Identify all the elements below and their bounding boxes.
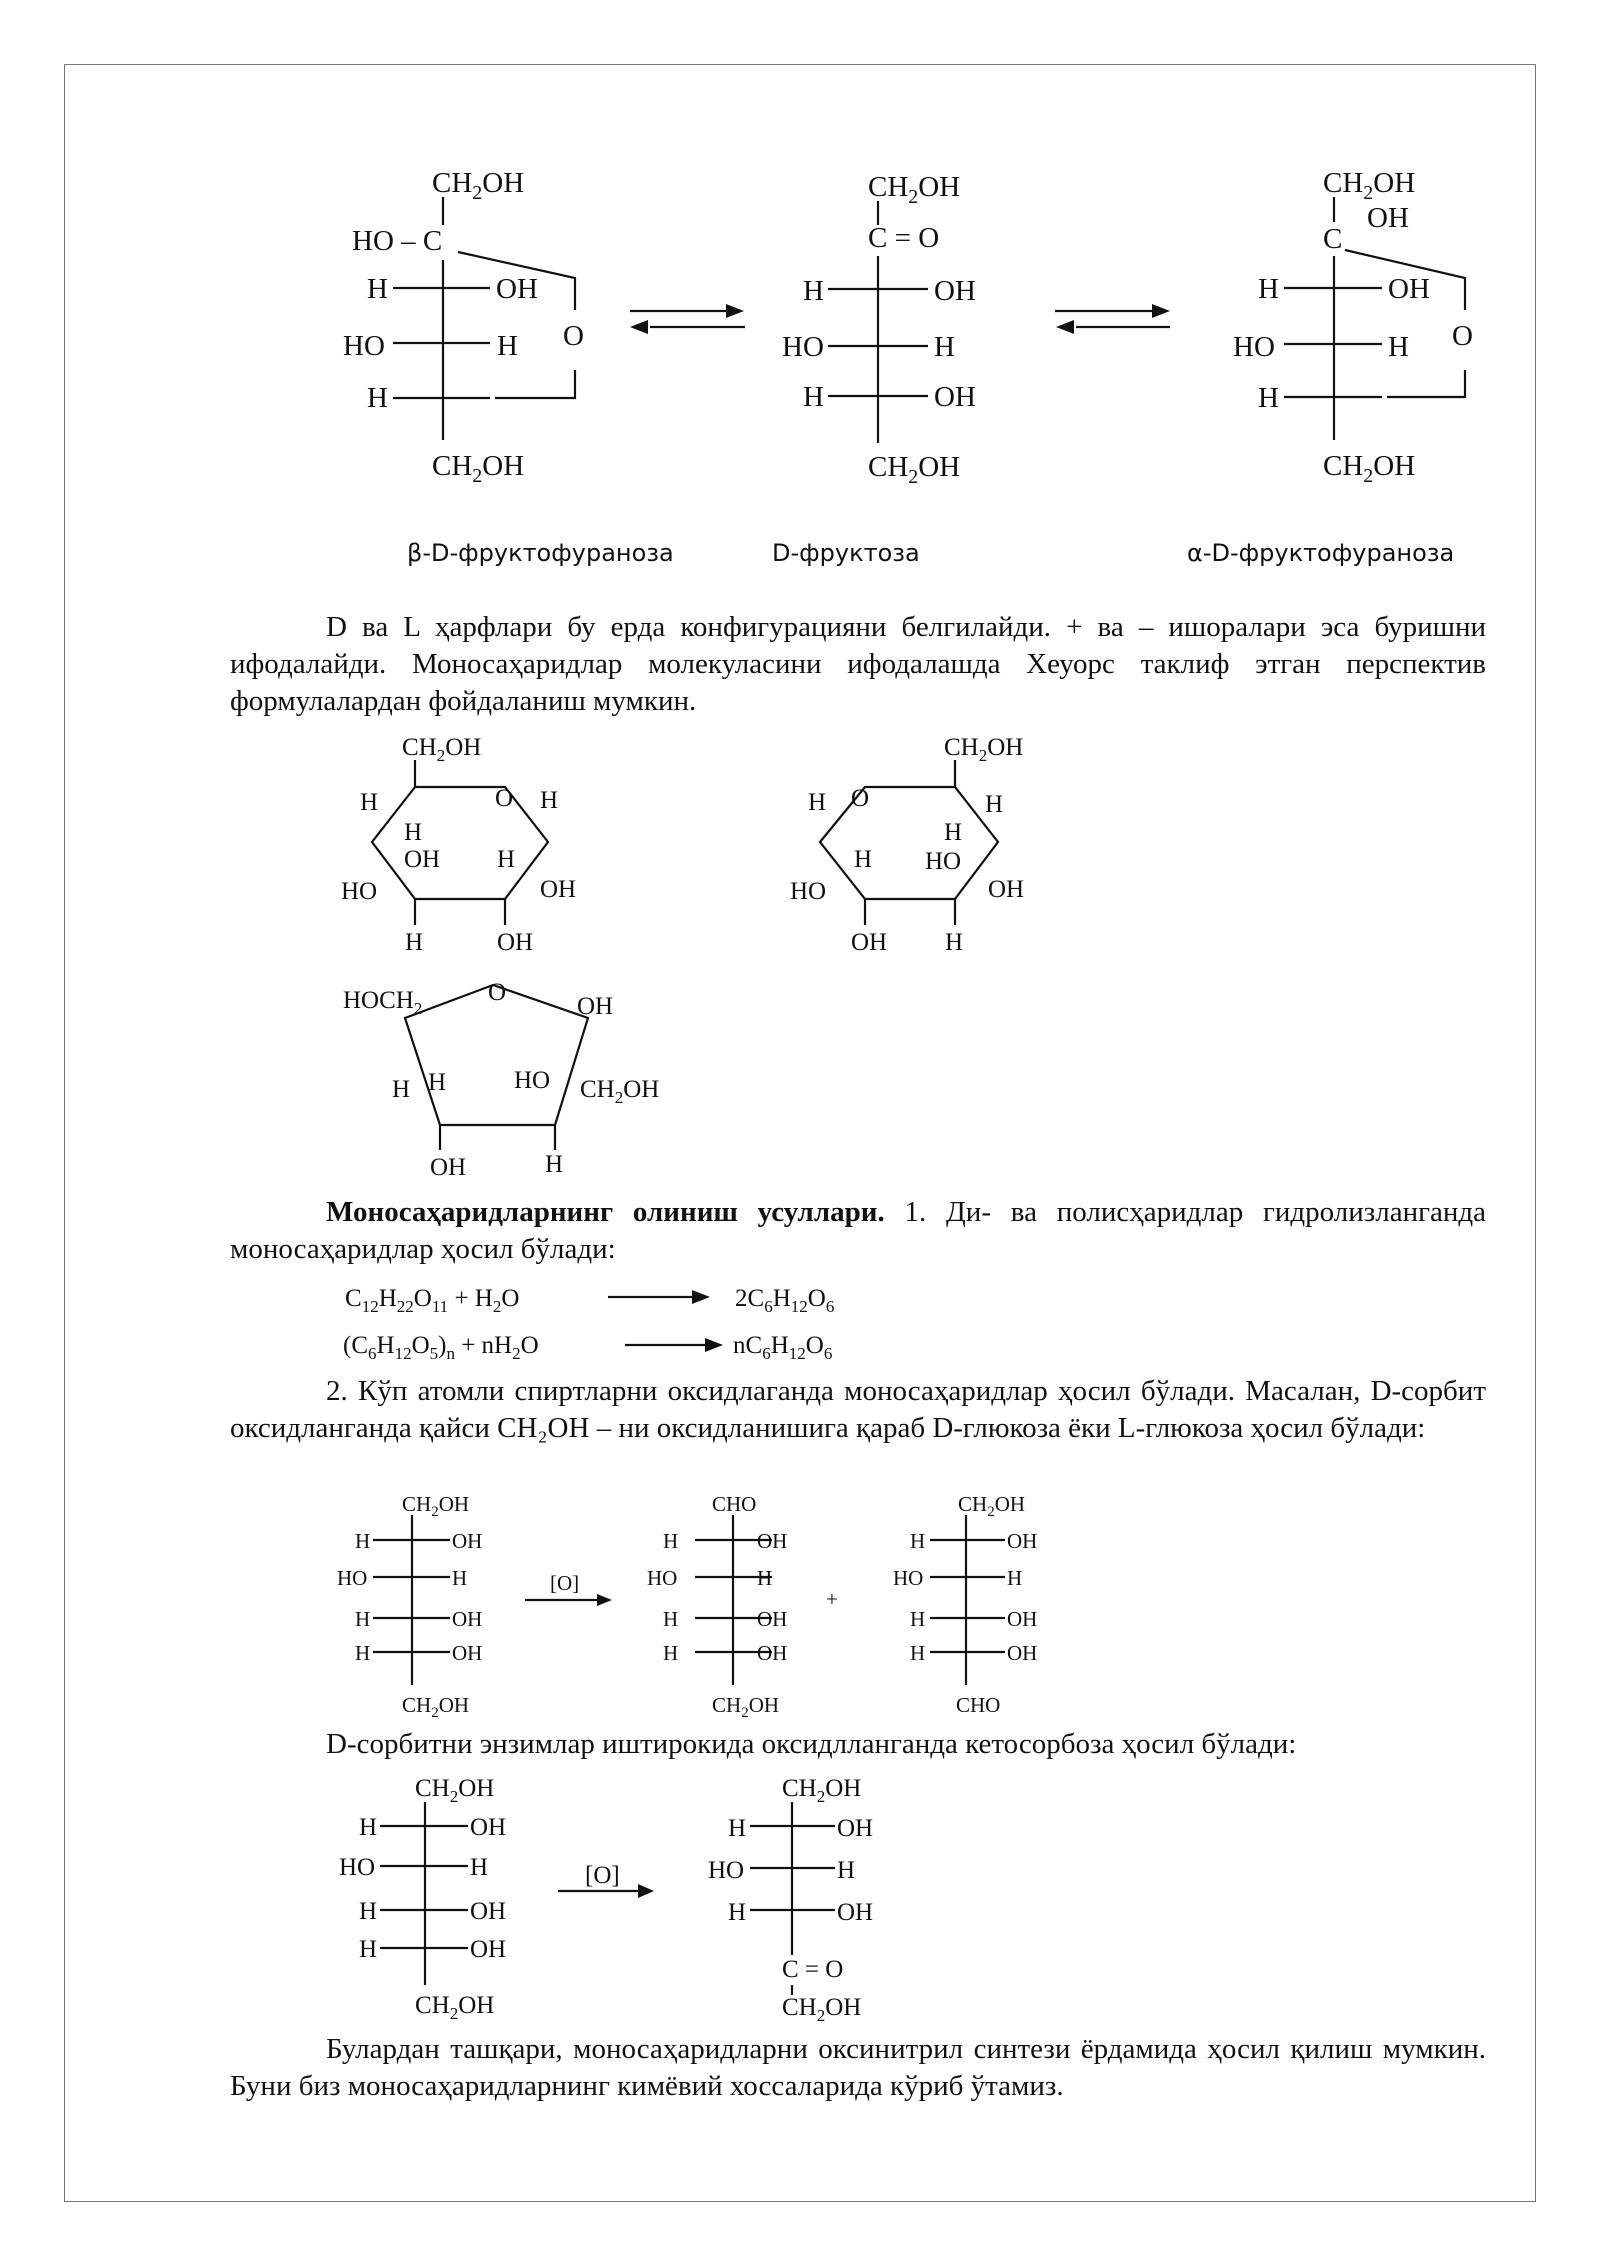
- svg-text:H: H: [405, 929, 424, 956]
- svg-text:H: H: [728, 1899, 747, 1926]
- d-glucose-fischer: [647, 1492, 787, 1721]
- svg-text:OH: OH: [496, 273, 538, 305]
- sorbitol-fischer-2: [339, 1775, 506, 2023]
- svg-text:CH2OH: $CH_2OH$: [415, 1775, 495, 1806]
- svg-text:C: C: [1323, 223, 1343, 255]
- paragraph-sorbitol-oxidation: 2. Кўп атомли спиртларни оксидлаганда моносаҳаридлар ҳосил бўлади. Масалан, D-сорбит оксидланганда қайси CH₂OH – ни оксидланишига қараб D-глюкоза ёки L-глюкоза ҳосил бўлади:: [230, 1375, 1486, 1444]
- svg-text:H: H: [910, 1529, 926, 1553]
- svg-text:C = O: C = O: [782, 1956, 844, 1983]
- svg-text:H: H: [945, 929, 964, 956]
- svg-text:H: H: [540, 787, 559, 814]
- paragraph-preparation-methods: [230, 1194, 1486, 1268]
- caption-open: D-фруктоза: [772, 539, 920, 567]
- svg-text:OH: OH: [934, 275, 976, 307]
- svg-text:HO: HO: [647, 1566, 678, 1590]
- svg-text:H: H: [497, 846, 516, 873]
- svg-text:H: H: [1388, 331, 1409, 363]
- ketosorbose-fischer: [708, 1775, 873, 2025]
- svg-text:H: H: [367, 273, 388, 305]
- svg-text:OH: OH: [452, 1607, 483, 1631]
- svg-text:CHO: CHO: [956, 1693, 1001, 1717]
- svg-text:O: O: [1452, 320, 1473, 352]
- sorbitol-fischer-1: [337, 1492, 482, 1721]
- svg-text:H: H: [837, 1857, 856, 1884]
- svg-text:H: H: [808, 789, 827, 816]
- svg-text:H: H: [803, 275, 824, 307]
- svg-text:H: H: [910, 1607, 926, 1631]
- svg-text:OH: OH: [851, 929, 888, 956]
- svg-text:H: H: [663, 1641, 679, 1665]
- svg-text:H: H: [545, 1151, 564, 1178]
- svg-text:OH: OH: [757, 1529, 788, 1553]
- svg-text:OH: OH: [1007, 1607, 1038, 1631]
- svg-text:H: H: [934, 331, 955, 363]
- svg-text:OH: OH: [757, 1641, 788, 1665]
- svg-text:O: O: [488, 979, 507, 1006]
- svg-text:CH2OH: $CH_2OH$: [782, 1775, 862, 1806]
- svg-text:C12H22O11 + H2O: $C_{12}H_{22}O_{11} + H_2O$: [345, 1285, 520, 1316]
- haworth-pyranose-2: [790, 734, 1024, 956]
- svg-text:OH: OH: [837, 1899, 874, 1926]
- svg-text:OH: OH: [470, 1898, 507, 1925]
- beta-fructofuranose-fischer: [343, 167, 584, 487]
- svg-text:H: H: [359, 1814, 378, 1841]
- svg-text:H: H: [470, 1854, 489, 1881]
- paragraph-configuration: D ва L ҳарфлари бу ерда конфигурацияни белгилайди. + ва – ишоралари эса буришни ифодалайди. Моносаҳаридлар молекуласини ифодалашда Хеуорс таклиф этган перспектив формулалардан фойдаланиш мумкин.: [230, 611, 1486, 717]
- haworth-furanose: [343, 979, 659, 1181]
- svg-text:HO: HO: [337, 1566, 368, 1590]
- svg-text:C = O: C = O: [868, 222, 940, 254]
- svg-text:H: H: [497, 330, 518, 362]
- svg-text:H: H: [359, 1936, 378, 1963]
- svg-text:H: H: [854, 846, 873, 873]
- svg-text:H: H: [428, 1069, 447, 1096]
- svg-text:OH: OH: [540, 876, 577, 903]
- svg-text:CH2OH: $CH_2OH$: [402, 734, 482, 765]
- svg-text:H: H: [392, 1076, 411, 1103]
- svg-text:2C6H12O6: $2C_6H_{12}O_6$: [735, 1285, 835, 1316]
- paragraph-hydrolysis: 1. Ди- ва полисҳаридлар гидролизланганда моносаҳаридлар ҳосил бўлади:: [230, 1196, 1486, 1265]
- svg-text:H: H: [663, 1607, 679, 1631]
- svg-text:HO: HO: [782, 331, 824, 363]
- svg-text:OH: OH: [1007, 1641, 1038, 1665]
- svg-text:O: O: [851, 785, 870, 812]
- svg-text:O: O: [563, 320, 584, 352]
- svg-text:HO – C: HO – C: [352, 225, 443, 257]
- svg-text:OH: OH: [470, 1814, 507, 1841]
- svg-text:CH2OH: $CH_2OH$: [958, 1492, 1026, 1520]
- svg-text:H: H: [355, 1607, 371, 1631]
- svg-text:H: H: [1007, 1566, 1023, 1590]
- svg-text:H: H: [944, 819, 963, 846]
- paragraph-oxynitrile: Булардан ташқари, моносаҳаридларни оксинитрил синтези ёрдамида ҳосил қилиш мумкин. Буни биз моносаҳаридларнинг кимёвий хоссаларида кўриб ўтамиз.: [230, 2033, 1486, 2102]
- svg-text:H: H: [452, 1566, 468, 1590]
- svg-text:H: H: [1258, 273, 1279, 305]
- svg-text:HO: HO: [790, 878, 827, 905]
- svg-text:CH2OH: $CH_2OH$: [580, 1076, 660, 1107]
- svg-text:OH: OH: [452, 1529, 483, 1553]
- svg-text:HO: HO: [925, 848, 962, 875]
- svg-text:H: H: [985, 791, 1004, 818]
- svg-text:HO: HO: [343, 330, 385, 362]
- svg-text:(C6H12O5)n + nH2O: $(C_6H_{12}O_5)_n + nH_2O$: [343, 1332, 539, 1363]
- svg-text:HO: HO: [514, 1067, 551, 1094]
- alpha-fructofuranose-fischer: [1233, 167, 1473, 487]
- svg-text:H: H: [360, 789, 379, 816]
- svg-text:HO: HO: [1233, 331, 1275, 363]
- haworth-pyranose-1: [341, 734, 576, 956]
- svg-text:OH: OH: [452, 1641, 483, 1665]
- svg-text:OH: OH: [1367, 202, 1409, 234]
- svg-text:OH: OH: [837, 1815, 874, 1842]
- equilibrium-arrows-2: [1055, 304, 1170, 334]
- caption-alpha: α-D-фруктофураноза: [1187, 539, 1455, 567]
- plus-sign: +: [826, 1587, 838, 1611]
- oxidation-arrow-1: [525, 1571, 612, 1606]
- svg-text:OH: OH: [430, 1154, 467, 1181]
- equilibrium-arrows-1: [630, 304, 745, 334]
- svg-text:nC6H12O6: $nC_6H_{12}O_6$: [733, 1332, 833, 1363]
- svg-text:H: H: [728, 1815, 747, 1842]
- svg-text:O: O: [495, 785, 514, 812]
- svg-text:CH2OH: $CH_2OH$: [1323, 167, 1416, 204]
- svg-text:HO: HO: [893, 1566, 924, 1590]
- svg-text:HO: HO: [708, 1857, 745, 1884]
- svg-text:CH2OH: $CH_2OH$: [432, 450, 525, 487]
- svg-text:CH2OH: $CH_2OH$: [868, 171, 961, 208]
- svg-text:H: H: [663, 1529, 679, 1553]
- svg-text:CH2OH: $CH_2OH$: [402, 1492, 470, 1520]
- svg-text:CH2OH: $CH_2OH$: [402, 1693, 470, 1721]
- svg-text:OH: OH: [988, 876, 1025, 903]
- svg-text:H: H: [757, 1566, 773, 1590]
- svg-text:OH: OH: [470, 1936, 507, 1963]
- oxidation-arrow-2: [558, 1862, 654, 1898]
- svg-text:H: H: [355, 1529, 371, 1553]
- svg-text:HO: HO: [339, 1854, 376, 1881]
- svg-text:H: H: [910, 1641, 926, 1665]
- svg-text:CH2OH: $CH_2OH$: [712, 1693, 780, 1721]
- svg-text:CH2OH: $CH_2OH$: [415, 1992, 495, 2023]
- svg-text:H: H: [803, 381, 824, 413]
- svg-text:HOCH2: $HOCH_2$: [343, 987, 423, 1018]
- svg-text:OH: OH: [404, 846, 441, 873]
- svg-text:CH2OH: $CH_2OH$: [868, 451, 961, 488]
- svg-text:CH2OH: $CH_2OH$: [782, 1994, 862, 2025]
- svg-text:OH: OH: [934, 381, 976, 413]
- svg-text:HO: HO: [341, 878, 378, 905]
- paragraph-ketosorbose: D-сорбитни энзимлар иштирокида оксидлланганда кетосорбоза ҳосил бўлади:: [326, 1728, 1297, 1760]
- svg-text:OH: OH: [577, 993, 614, 1020]
- l-glucose-fischer: [893, 1492, 1037, 1717]
- svg-text:H: H: [404, 819, 423, 846]
- svg-text:OH: OH: [757, 1607, 788, 1631]
- svg-text:H: H: [367, 382, 388, 414]
- d-fructose-fischer: [782, 171, 976, 488]
- svg-text:CH2OH: $CH_2OH$: [1323, 450, 1416, 487]
- svg-text:H: H: [1258, 382, 1279, 414]
- section-heading: Моносаҳаридларнинг олиниш усуллари.: [326, 1196, 885, 1228]
- caption-beta: β-D-фруктофураноза: [407, 539, 674, 567]
- svg-text:H: H: [355, 1641, 371, 1665]
- svg-text:CHO: CHO: [712, 1492, 757, 1516]
- svg-text:OH: OH: [1007, 1529, 1038, 1553]
- svg-text:CH2OH: $CH_2OH$: [432, 167, 525, 204]
- reagent-label-2: [O]: [585, 1862, 620, 1889]
- svg-text:OH: OH: [1388, 273, 1430, 305]
- reagent-label-1: [O]: [550, 1571, 580, 1595]
- svg-text:H: H: [359, 1898, 378, 1925]
- svg-text:CH2OH: $CH_2OH$: [944, 734, 1024, 765]
- hydrolysis-equations: [343, 1285, 834, 1363]
- svg-text:OH: OH: [497, 929, 534, 956]
